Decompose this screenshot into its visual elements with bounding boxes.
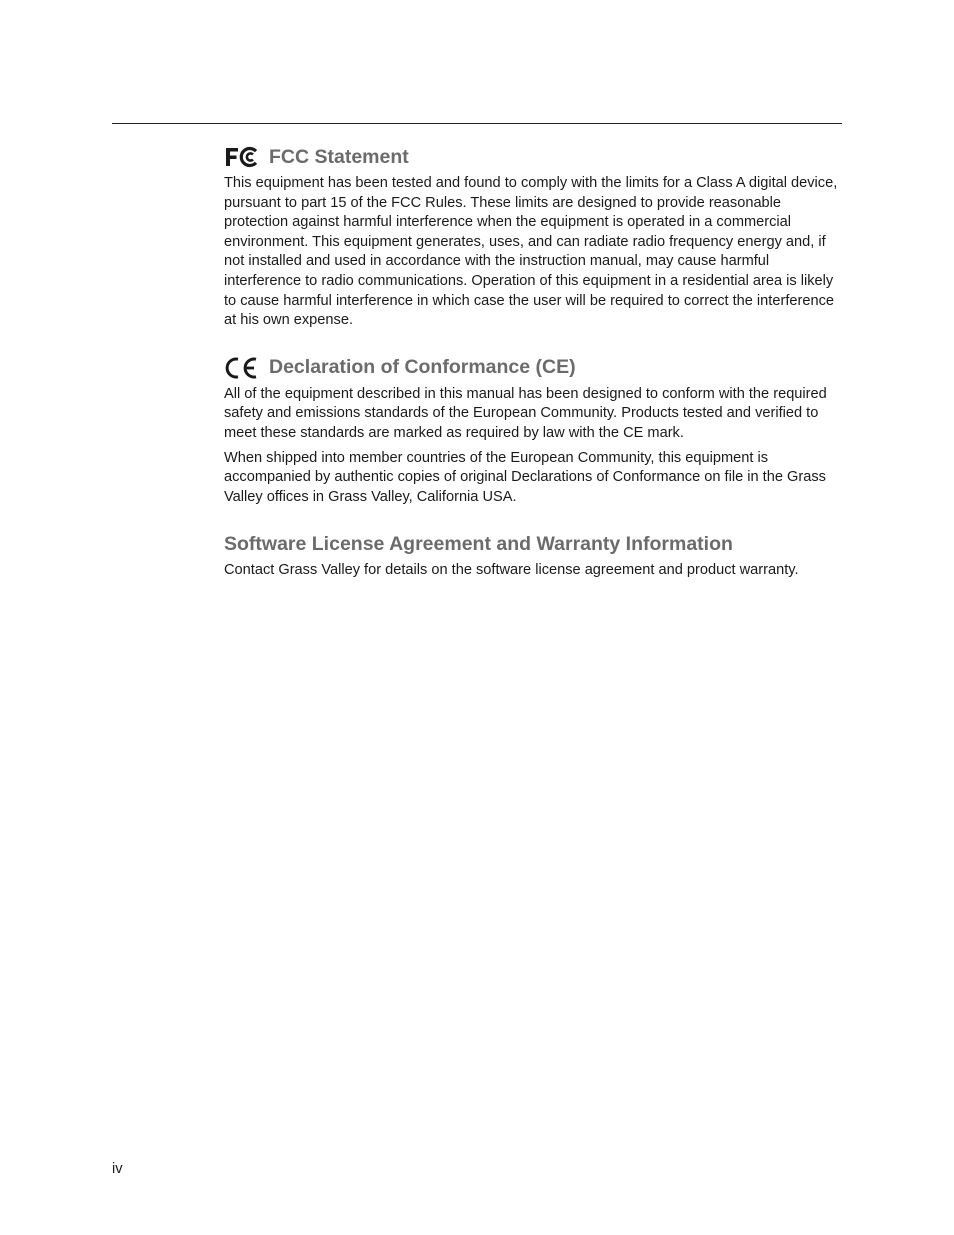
page-content: [224, 140, 842, 581]
ce-mark-icon: [224, 356, 269, 380]
ce-section: [224, 351, 842, 508]
software-body: Contact Grass Valley for details on the software license agreement and product warranty.: [224, 562, 799, 579]
software-title: Software License Agreement and Warranty Information: [224, 532, 733, 555]
page-number: iv: [112, 1161, 123, 1177]
ce-body-1: All of the equipment described in this manual has been designed to conform with the required safety and emissions standards of the European Community. Products tested and verified to meet these standards are marked as required by law with the CE mark.: [224, 385, 827, 441]
fcc-logo-icon: [224, 146, 269, 168]
ce-body-2: When shipped into member countries of the European Community, this equipment is accompanied by authentic copies of original Declarations of Conformance on file in the Grass Valley offices in Grass Valley, California USA.: [224, 449, 826, 505]
fcc-body: This equipment has been tested and found to comply with the limits for a Class A digital device, pursuant to part 15 of the FCC Rules. These limits are designed to provide reasonable protection against harmful interference when the equipment is operated in a commercial environment. This equipment generates, uses, and can radiate radio frequency energy and, if not installed and used in accordance with the instruction manual, may cause harmful interference to radio communications. Operation of this equipment in a residential area is likely to cause harmful interference in which case the user will be required to correct the interference at his own expense.: [224, 175, 838, 329]
software-heading: [224, 527, 842, 561]
fcc-heading: [224, 140, 842, 174]
software-section: [224, 527, 842, 581]
fcc-title: FCC Statement: [269, 145, 409, 168]
ce-heading: [224, 351, 842, 385]
ce-title: Declaration of Conformance (CE): [269, 356, 576, 379]
top-rule: [112, 123, 842, 124]
fcc-section: [224, 140, 842, 331]
